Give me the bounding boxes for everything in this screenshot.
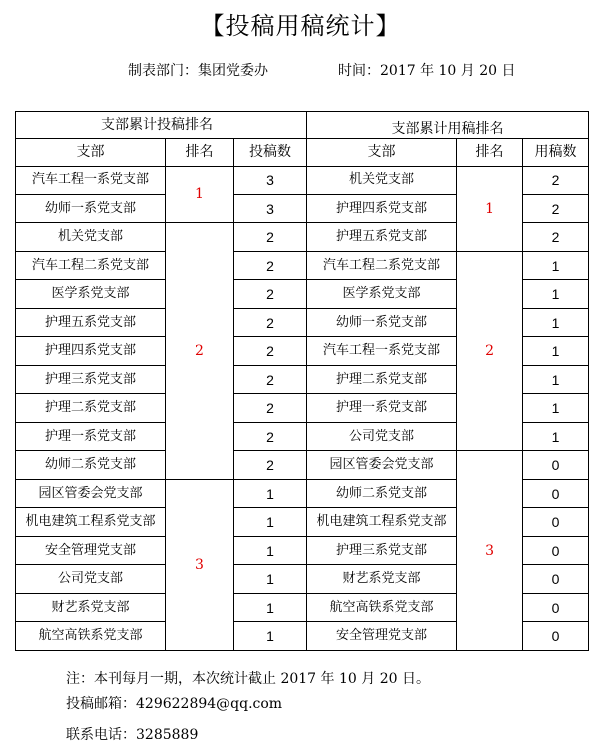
left-branch-name: 公司党支部 xyxy=(16,565,166,593)
left-count: 1 xyxy=(234,622,307,651)
right-branch-name: 财艺系党支部 xyxy=(307,565,457,593)
right-count: 1 xyxy=(523,337,589,365)
right-branch-name: 护理四系党支部 xyxy=(307,194,457,222)
right-rank-2: 2 xyxy=(457,251,523,450)
left-col-header: 排名 xyxy=(166,139,234,166)
left-rank-2: 2 xyxy=(166,223,234,479)
note-email: 投稿邮箱：429622894@qq.com xyxy=(66,696,283,712)
right-branch-name: 护理五系党支部 xyxy=(307,223,457,251)
left-col-header: 投稿数 xyxy=(234,139,307,166)
right-col-header: 支部 xyxy=(307,139,457,166)
left-branch-name: 汽车工程二系党支部 xyxy=(16,251,166,279)
right-branch-name: 园区管委会党支部 xyxy=(307,451,457,479)
right-branch-name: 幼师一系党支部 xyxy=(307,308,457,336)
right-branch-name: 汽车工程二系党支部 xyxy=(307,251,457,279)
right-count: 1 xyxy=(523,365,589,393)
table-row xyxy=(16,251,589,279)
left-section-title: 支部累计投稿排名 xyxy=(16,112,307,139)
right-branch-name: 护理二系党支部 xyxy=(307,365,457,393)
right-count: 1 xyxy=(523,280,589,308)
right-branch-name: 机电建筑工程系党支部 xyxy=(307,508,457,536)
page-title: 【投稿用稿统计】 xyxy=(200,12,401,40)
right-count: 0 xyxy=(523,622,589,651)
right-count: 0 xyxy=(523,536,589,564)
right-rank-1: 1 xyxy=(457,166,523,251)
left-col-header: 支部 xyxy=(16,139,166,166)
left-branch-name: 财艺系党支部 xyxy=(16,593,166,621)
left-branch-name: 护理五系党支部 xyxy=(16,308,166,336)
left-branch-name: 园区管委会党支部 xyxy=(16,479,166,507)
left-count: 1 xyxy=(234,593,307,621)
right-branch-name: 护理三系党支部 xyxy=(307,536,457,564)
right-branch-name: 汽车工程一系党支部 xyxy=(307,337,457,365)
right-col-header: 排名 xyxy=(457,139,523,166)
right-count: 0 xyxy=(523,479,589,507)
left-branch-name: 医学系党支部 xyxy=(16,280,166,308)
right-count: 2 xyxy=(523,166,589,194)
right-count: 2 xyxy=(523,223,589,251)
ranking-table xyxy=(15,111,589,651)
right-count: 1 xyxy=(523,308,589,336)
note-phone: 联系电话：3285889 xyxy=(66,727,199,743)
left-count: 2 xyxy=(234,337,307,365)
right-section-title: 支部累计用稿排名 xyxy=(307,112,589,139)
left-branch-name: 幼师一系党支部 xyxy=(16,194,166,222)
right-count: 0 xyxy=(523,565,589,593)
right-count: 0 xyxy=(523,451,589,479)
left-count: 2 xyxy=(234,451,307,479)
right-col-header: 用稿数 xyxy=(523,139,589,166)
left-count: 2 xyxy=(234,394,307,422)
right-count: 0 xyxy=(523,508,589,536)
left-count: 1 xyxy=(234,508,307,536)
left-count: 1 xyxy=(234,565,307,593)
left-branch-name: 机电建筑工程系党支部 xyxy=(16,508,166,536)
left-branch-name: 护理一系党支部 xyxy=(16,422,166,450)
dept-label: 制表部门：集团党委办 xyxy=(128,63,268,79)
right-branch-name: 航空高铁系党支部 xyxy=(307,593,457,621)
left-branch-name: 机关党支部 xyxy=(16,223,166,251)
left-branch-name: 护理二系党支部 xyxy=(16,394,166,422)
date-label: 时间：2017 年 10 月 20 日 xyxy=(338,63,516,79)
left-branch-name: 护理三系党支部 xyxy=(16,365,166,393)
note-deadline: 注：本刊每月一期，本次统计截止 2017 年 10 月 20 日。 xyxy=(66,671,430,687)
table-row xyxy=(16,451,589,479)
left-branch-name: 护理四系党支部 xyxy=(16,337,166,365)
left-count: 1 xyxy=(234,536,307,564)
right-count: 1 xyxy=(523,394,589,422)
left-count: 2 xyxy=(234,365,307,393)
left-count: 2 xyxy=(234,422,307,450)
left-count: 3 xyxy=(234,194,307,222)
left-count: 2 xyxy=(234,280,307,308)
left-branch-name: 幼师二系党支部 xyxy=(16,451,166,479)
left-count: 2 xyxy=(234,308,307,336)
right-branch-name: 安全管理党支部 xyxy=(307,622,457,651)
left-rank-1: 1 xyxy=(166,166,234,223)
left-rank-3: 3 xyxy=(166,479,234,650)
right-branch-name: 公司党支部 xyxy=(307,422,457,450)
left-branch-name: 安全管理党支部 xyxy=(16,536,166,564)
right-rank-3: 3 xyxy=(457,451,523,651)
table-row xyxy=(16,166,589,194)
right-count: 1 xyxy=(523,251,589,279)
left-branch-name: 航空高铁系党支部 xyxy=(16,622,166,651)
right-branch-name: 医学系党支部 xyxy=(307,280,457,308)
right-count: 0 xyxy=(523,593,589,621)
left-count: 3 xyxy=(234,166,307,194)
right-branch-name: 机关党支部 xyxy=(307,166,457,194)
left-count: 2 xyxy=(234,251,307,279)
right-branch-name: 幼师二系党支部 xyxy=(307,479,457,507)
right-branch-name: 护理一系党支部 xyxy=(307,394,457,422)
left-count: 1 xyxy=(234,479,307,507)
right-count: 2 xyxy=(523,194,589,222)
left-branch-name: 汽车工程一系党支部 xyxy=(16,166,166,194)
left-count: 2 xyxy=(234,223,307,251)
right-count: 1 xyxy=(523,422,589,450)
